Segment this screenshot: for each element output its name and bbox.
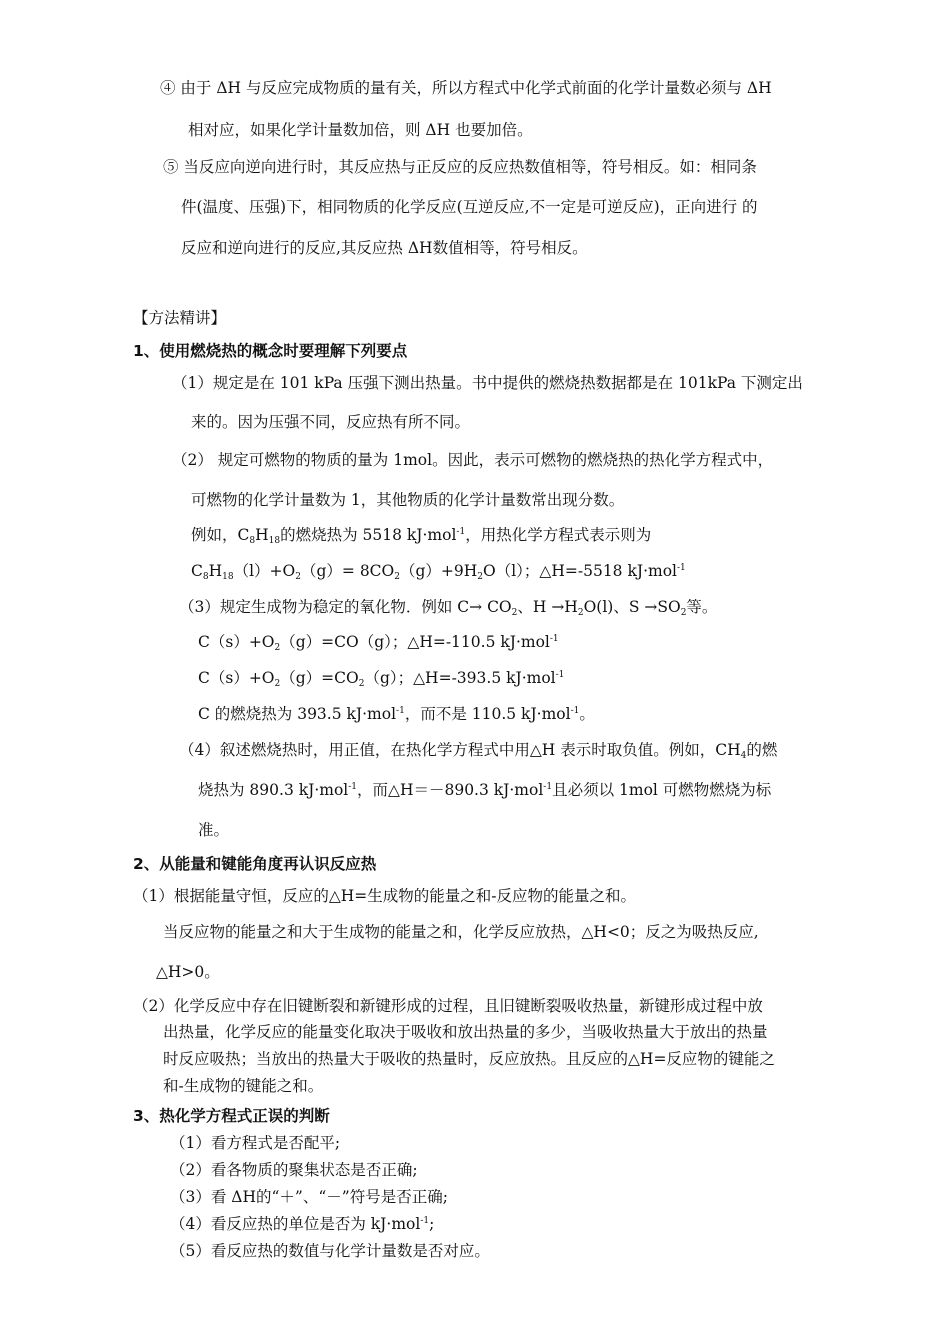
section-3-title: 3、热化学方程式正误的判断 [133, 1107, 330, 1125]
s1-equation-c8h18: $C_8H_{18}(l)+O_2(g)= 8CO_2(g)+9H_2O(l)$；△H=-5518 kJ·mol$^{-1}$ [191, 562, 686, 582]
s2-item-2-line-2: 出热量，化学反应的能量变化取决于吸收和放出热量的多少，当吸收热量大于放出的热量 [163, 1023, 768, 1041]
s1-item-4-line-3: 准。 [198, 821, 230, 839]
s3-item-4: （4）看反应热的单位是否为 kJ·mol$^{-1}$; [170, 1215, 435, 1233]
s2-item-1-body-line-2: △H>0。 [156, 963, 220, 981]
s3-item-5: （5）看反应热的数值与化学计量数是否对应。 [170, 1242, 490, 1260]
point-5-line-3: 反应和逆向进行的反应,其反应热 ΔH数值相等，符号相反。 [181, 239, 588, 257]
s1-equation-co2: $C(s)+O_2(g)=CO_2(g)$；△H=-393.5 kJ·mol$^{-1}$ [198, 669, 565, 689]
s3-item-1: （1）看方程式是否配平; [170, 1134, 341, 1152]
s1-example-line: 例如，$C_8H_{18}$的燃烧热为 5518 kJ·mol$^{-1}$，用热化学方程式表示则为 [191, 526, 652, 546]
point-5-line-1: ⑤ 当反应向逆向进行时，其反应热与正反应的反应热数值相等，符号相反。如：相同条 [163, 158, 757, 176]
s2-item-2-line-1: （2）化学反应中存在旧键断裂和新键形成的过程，且旧键断裂吸收热量，新键形成过程中放 [133, 997, 763, 1015]
s3-item-3: （3）看 ΔH的“＋”、“－”符号是否正确; [170, 1188, 448, 1206]
s2-item-2-line-4: 和-生成物的键能之和。 [163, 1077, 324, 1095]
s1-item-4-line-2: 烧热为 890.3 kJ·mol$^{-1}$，而△H＝－890.3 kJ·mol$^{-1}$且必须以 1mol 可燃物燃烧为标 [198, 781, 772, 799]
s1-carbon-heat-line: C 的燃烧热为 393.5 kJ·mol$^{-1}$，而不是 110.5 kJ·mol$^{-1}$。 [198, 705, 595, 723]
s1-item-2-line-1: （2） 规定可燃物的物质的量为 1mol。因此，表示可燃物的燃烧热的热化学方程式中， [172, 451, 774, 469]
point-4-line-1: ④ 由于 ΔH 与反应完成物质的量有关，所以方程式中化学式前面的化学计量数必须与 ΔH [160, 79, 772, 97]
s1-item-1-line-2: 来的。因为压强不同，反应热有所不同。 [191, 413, 471, 431]
point-4-line-2: 相对应，如果化学计量数加倍，则 ΔH 也要加倍。 [188, 121, 533, 139]
s1-item-3-line: （3）规定生成物为稳定的氧化物．例如 $C\to CO_2$、$H \to H_2O(l)$、$S \to SO_2$等。 [179, 598, 718, 618]
s1-item-1-line-1: （1）规定是在 101 kPa 压强下测出热量。书中提供的燃烧热数据都是在 101kPa 下测定出 [172, 374, 803, 392]
s2-item-1: （1）根据能量守恒，反应的△H=生成物的能量之和-反应物的能量之和。 [133, 887, 637, 905]
method-heading: 【方法精讲】 [133, 309, 227, 327]
s2-item-2-line-3: 时反应吸热；当放出的热量大于吸收的热量时，反应放热。且反应的△H=反应物的键能之 [163, 1050, 775, 1068]
s1-item-4-line-1: （4）叙述燃烧热时，用正值，在热化学方程式中用△H 表示时取负值。例如，$CH_4$的燃 [179, 741, 778, 761]
point-5-line-2: 件(温度、压强)下，相同物质的化学反应(互逆反应,不一定是可逆反应)，正向进行 的 [181, 198, 758, 216]
s3-item-2: （2）看各物质的聚集状态是否正确; [170, 1161, 418, 1179]
section-1-title: 1、使用燃烧热的概念时要理解下列要点 [133, 342, 408, 360]
s1-equation-co: $C(s)+O_2(g)=CO(g)$；△H=-110.5 kJ·mol$^{-1}$ [198, 633, 559, 653]
s2-item-1-body-line-1: 当反应物的能量之和大于生成物的能量之和，化学反应放热，△H<0；反之为吸热反应, [163, 923, 759, 941]
section-2-title: 2、从能量和键能角度再认识反应热 [133, 855, 377, 873]
s1-item-2-line-2: 可燃物的化学计量数为 1，其他物质的化学计量数常出现分数。 [191, 491, 625, 509]
